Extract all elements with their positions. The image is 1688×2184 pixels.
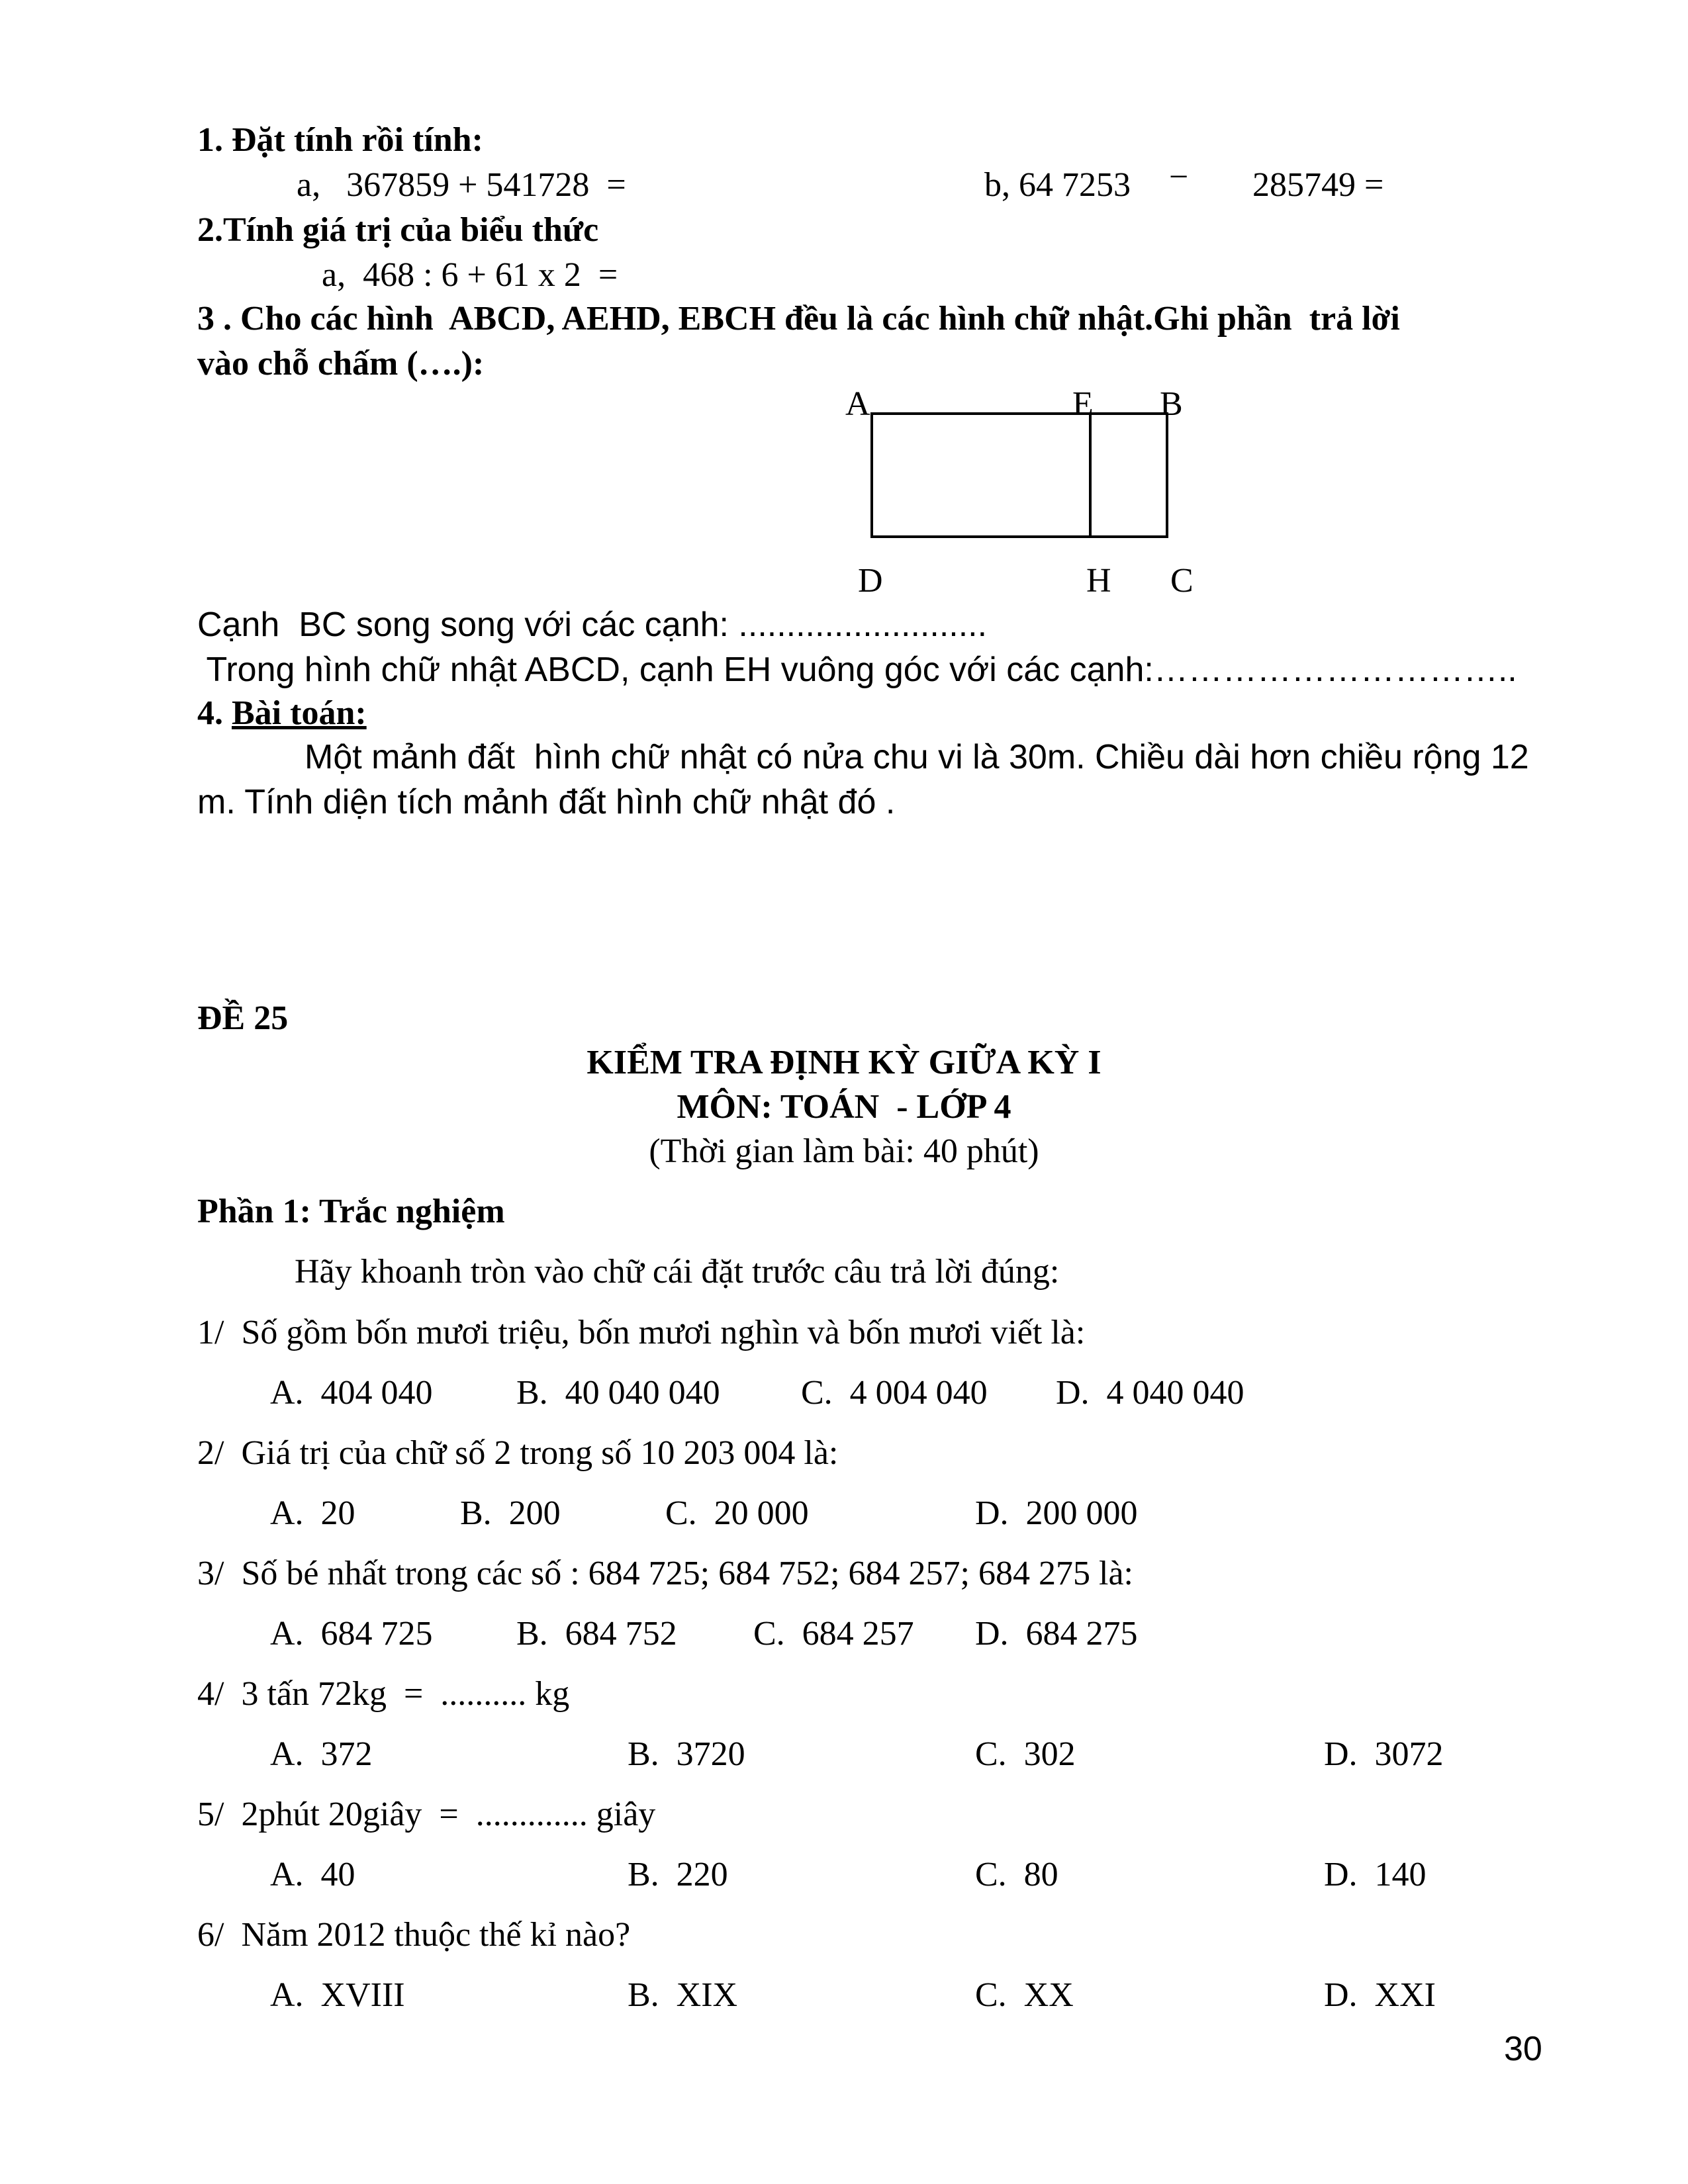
q5-option-a: A. 40 [270, 1856, 355, 1893]
q3-option-c: C. 684 257 [753, 1615, 914, 1653]
exam-title: KIỂM TRA ĐỊNH KỲ GIỮA KỲ I [586, 1044, 1102, 1081]
q4-option-b: B. 3720 [628, 1735, 745, 1773]
label-a: A [845, 385, 870, 423]
instruction: Hãy khoanh tròn vào chữ cái đặt trước câu trả lời đúng: [295, 1253, 1060, 1291]
q1-part-b-left: b, 64 7253 [984, 166, 1131, 204]
q1-heading: 1. Đặt tính rồi tính: [197, 121, 483, 159]
part1-heading: Phần 1: Trắc nghiệm [197, 1193, 505, 1230]
question-1: 1/ Số gồm bốn mươi triệu, bốn mươi nghìn và bốn mươi viết là: [197, 1314, 1086, 1351]
q4-title: Bài toán: [232, 694, 367, 732]
question-4: 4/ 3 tấn 72kg = .......... kg [197, 1675, 570, 1713]
label-h: H [1086, 562, 1111, 600]
q4-heading [197, 696, 367, 731]
rectangle-abcd [872, 414, 1167, 537]
q3-option-b: B. 684 752 [516, 1615, 677, 1653]
q2-option-b: B. 200 [460, 1494, 561, 1532]
q1-option-a: A. 404 040 [270, 1374, 433, 1412]
q1-option-c: C. 4 004 040 [801, 1374, 988, 1412]
q1-part-b-right: 285749 = [1252, 166, 1384, 204]
q4-option-d: D. 3072 [1324, 1735, 1444, 1773]
q4-option-a: A. 372 [270, 1735, 373, 1773]
q5-option-b: B. 220 [628, 1856, 728, 1893]
label-b: B [1160, 385, 1183, 423]
exam-time: (Thời gian làm bài: 40 phút) [649, 1132, 1039, 1170]
q4-line-2: m. Tính diện tích mảnh đất hình chữ nhật đó . [197, 783, 896, 821]
q1-part-b-operator: − [1169, 158, 1189, 196]
q6-option-d: D. XXI [1324, 1976, 1436, 2014]
q2-heading: 2.Tính giá trị của biểu thức [197, 211, 599, 249]
q3-option-a: A. 684 725 [270, 1615, 433, 1653]
q3-line-1: 3 . Cho các hình ABCD, AEHD, EBCH đều là các hình chữ nhật.Ghi phần trả lời [197, 300, 1400, 338]
exam-subject: MÔN: TOÁN - LỚP 4 [677, 1088, 1011, 1126]
q3-bc-parallel: Cạnh BC song song với các cạnh: .......................... [197, 606, 988, 644]
exam-code: ĐỀ 25 [197, 999, 289, 1037]
question-5: 5/ 2phút 20giây = ............. giây [197, 1796, 656, 1833]
q5-option-d: D. 140 [1324, 1856, 1427, 1893]
question-6: 6/ Năm 2012 thuộc thế kỉ nào? [197, 1916, 631, 1954]
question-3: 3/ Số bé nhất trong các số : 684 725; 684 752; 684 257; 684 275 là: [197, 1555, 1133, 1592]
q3-eh-perpendicular: Trong hình chữ nhật ABCD, cạnh EH vuông góc với các cạnh:………………………….. [197, 651, 1517, 689]
q4-number: 4. [197, 694, 223, 732]
q1-part-a: a, 367859 + 541728 = [297, 166, 626, 204]
q6-option-b: B. XIX [628, 1976, 738, 2014]
q2-option-d: D. 200 000 [975, 1494, 1138, 1532]
q6-option-c: C. XX [975, 1976, 1074, 2014]
q3-option-d: D. 684 275 [975, 1615, 1138, 1653]
q1-option-b: B. 40 040 040 [516, 1374, 720, 1412]
label-e: E [1072, 385, 1094, 423]
page-number: 30 [1504, 2030, 1542, 2068]
q3-line-2: vào chỗ chấm (….): [197, 345, 485, 383]
q5-option-c: C. 80 [975, 1856, 1058, 1893]
q2-option-c: C. 20 000 [665, 1494, 809, 1532]
label-c: C [1170, 562, 1194, 600]
label-d: D [858, 562, 883, 600]
q1-option-d: D. 4 040 040 [1056, 1374, 1244, 1412]
q2-option-a: A. 20 [270, 1494, 355, 1532]
q4-line-1: Một mảnh đất hình chữ nhật có nửa chu vi là 30m. Chiều dài hơn chiều rộng 12 [305, 738, 1529, 776]
q6-option-a: A. XVIII [270, 1976, 405, 2014]
q2-part-a: a, 468 : 6 + 61 x 2 = [322, 256, 618, 294]
question-2: 2/ Giá trị của chữ số 2 trong số 10 203 004 là: [197, 1434, 839, 1472]
q4-option-c: C. 302 [975, 1735, 1076, 1773]
